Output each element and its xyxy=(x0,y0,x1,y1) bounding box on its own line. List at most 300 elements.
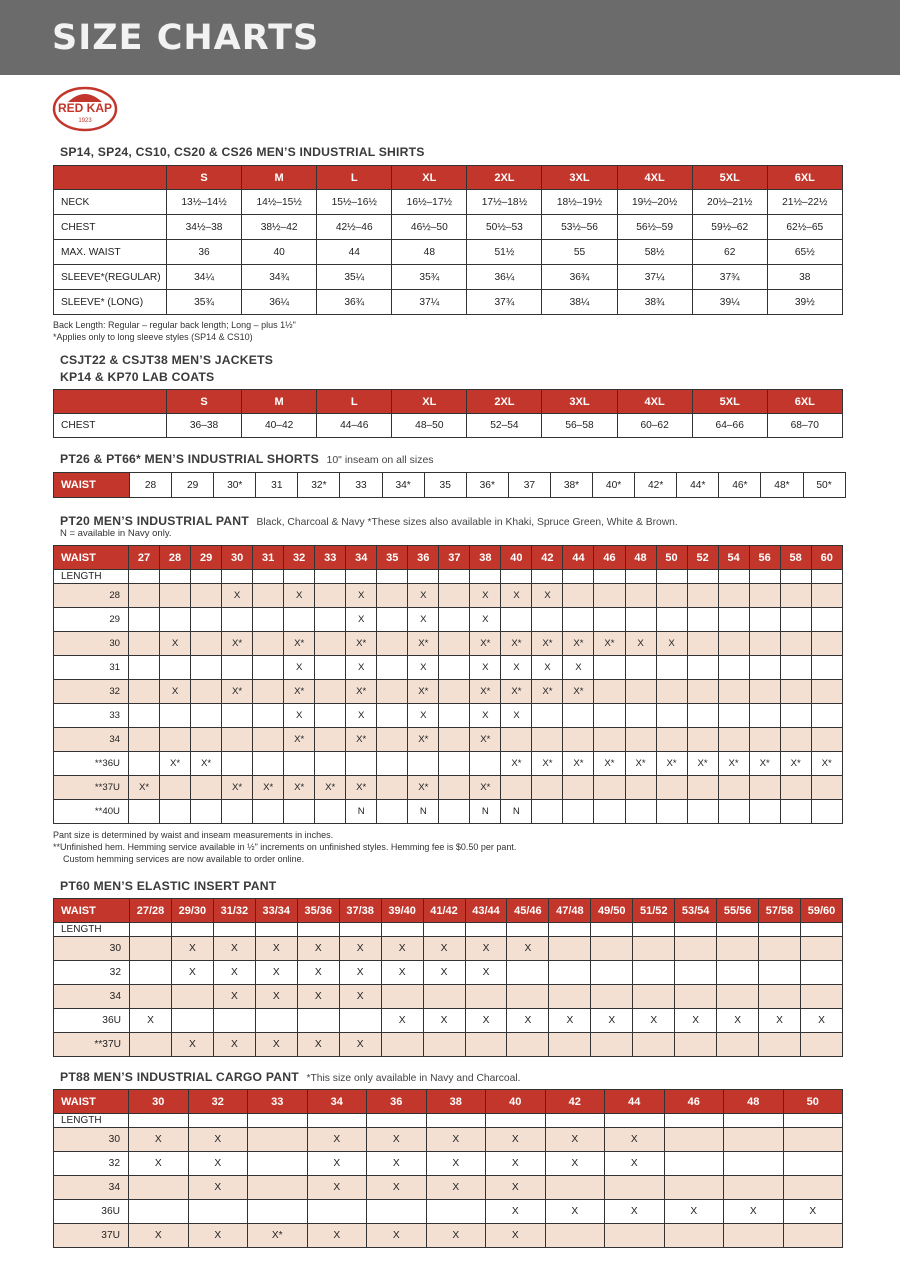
availability-cell: X xyxy=(130,1009,172,1033)
empty-cell xyxy=(307,1114,367,1128)
empty-cell xyxy=(248,1114,308,1128)
length-cell: **37U xyxy=(54,1033,130,1057)
availability-cell xyxy=(129,752,160,776)
availability-cell xyxy=(377,704,408,728)
availability-cell xyxy=(656,656,687,680)
availability-cell xyxy=(465,1033,507,1057)
waist-size-cell: 37 xyxy=(508,473,550,498)
waist-header-cell: 38 xyxy=(426,1090,486,1114)
availability-cell: X* xyxy=(222,776,253,800)
availability-cell xyxy=(253,704,284,728)
waist-header-cell: 40 xyxy=(486,1090,546,1114)
availability-cell xyxy=(377,728,408,752)
empty-cell xyxy=(339,923,381,937)
waist-header-cell: 33/34 xyxy=(255,899,297,923)
value-cell: 39½ xyxy=(767,290,842,315)
empty-cell xyxy=(749,570,780,584)
empty-cell xyxy=(171,923,213,937)
empty-cell xyxy=(633,923,675,937)
availability-cell xyxy=(811,776,842,800)
availability-cell xyxy=(625,776,656,800)
availability-cell xyxy=(439,752,470,776)
waist-size-cell: 35 xyxy=(424,473,466,498)
empty-cell xyxy=(426,1114,486,1128)
waist-header-cell: 42 xyxy=(545,1090,605,1114)
value-cell: 15½–16½ xyxy=(317,190,392,215)
availability-cell xyxy=(625,704,656,728)
size-header-cell: 3XL xyxy=(542,390,617,414)
availability-cell xyxy=(780,584,811,608)
length-label-row xyxy=(54,1114,843,1128)
availability-cell: X* xyxy=(315,776,346,800)
value-cell: 38¾ xyxy=(617,290,692,315)
empty-cell xyxy=(346,570,377,584)
size-header-cell: 2XL xyxy=(467,390,542,414)
availability-cell xyxy=(346,752,377,776)
availability-cell xyxy=(160,608,191,632)
size-header-cell: M xyxy=(242,166,317,190)
shorts-heading xyxy=(60,452,434,466)
availability-cell xyxy=(129,728,160,752)
availability-cell xyxy=(718,632,749,656)
waist-header-cell: 47/48 xyxy=(549,899,591,923)
value-cell: 56½–59 xyxy=(617,215,692,240)
availability-cell xyxy=(633,985,675,1009)
availability-cell xyxy=(591,985,633,1009)
availability-cell: X xyxy=(339,1033,381,1057)
availability-cell xyxy=(248,1176,308,1200)
availability-cell: X* xyxy=(284,728,315,752)
availability-cell xyxy=(377,608,408,632)
availability-cell xyxy=(213,1009,255,1033)
availability-cell xyxy=(687,800,718,824)
waist-header-cell: 56 xyxy=(749,546,780,570)
value-cell: 36 xyxy=(167,240,242,265)
pt20-note-1: Pant size is determined by waist and inseam measurements in inches. xyxy=(53,830,334,840)
table-row xyxy=(54,752,843,776)
availability-cell xyxy=(222,752,253,776)
availability-cell: X* xyxy=(470,776,501,800)
pt60-size-table xyxy=(53,898,843,1057)
length-cell: **40U xyxy=(54,800,129,824)
availability-cell: X xyxy=(297,937,339,961)
value-cell: 44–46 xyxy=(317,414,392,438)
value-cell: 50½–53 xyxy=(467,215,542,240)
size-header-cell: XL xyxy=(392,166,467,190)
waist-header-cell: 36 xyxy=(408,546,439,570)
availability-cell xyxy=(811,800,842,824)
availability-cell xyxy=(381,1033,423,1057)
length-cell: **37U xyxy=(54,776,129,800)
empty-cell xyxy=(377,570,408,584)
availability-cell xyxy=(633,937,675,961)
availability-cell xyxy=(253,680,284,704)
availability-cell xyxy=(749,776,780,800)
availability-cell xyxy=(664,1176,724,1200)
availability-cell xyxy=(783,1128,843,1152)
availability-cell xyxy=(656,608,687,632)
availability-cell xyxy=(749,608,780,632)
row-label-cell: MAX. WAIST xyxy=(54,240,167,265)
table-row xyxy=(54,961,843,985)
availability-cell: X* xyxy=(284,632,315,656)
availability-cell: X* xyxy=(160,752,191,776)
size-header-cell: 4XL xyxy=(617,166,692,190)
availability-cell xyxy=(171,1009,213,1033)
empty-cell xyxy=(253,570,284,584)
empty-cell xyxy=(222,570,253,584)
availability-cell: X xyxy=(367,1224,427,1248)
value-cell: 37¾ xyxy=(692,265,767,290)
waist-header-cell: 49/50 xyxy=(591,899,633,923)
availability-cell: X xyxy=(501,704,532,728)
waist-size-cell: 34* xyxy=(382,473,424,498)
empty-cell xyxy=(724,1114,784,1128)
length-cell: 29 xyxy=(54,608,129,632)
empty-cell xyxy=(718,570,749,584)
empty-cell xyxy=(783,1114,843,1128)
availability-cell: X xyxy=(465,937,507,961)
availability-cell: X xyxy=(759,1009,801,1033)
availability-cell: X xyxy=(346,656,377,680)
availability-cell: X* xyxy=(563,680,594,704)
availability-cell: X xyxy=(724,1200,784,1224)
availability-cell: X xyxy=(426,1152,486,1176)
availability-cell xyxy=(801,937,843,961)
availability-cell xyxy=(563,704,594,728)
availability-cell xyxy=(656,680,687,704)
availability-cell: X xyxy=(664,1200,724,1224)
availability-cell xyxy=(284,752,315,776)
availability-cell: X* xyxy=(470,632,501,656)
availability-cell xyxy=(160,776,191,800)
availability-cell: X* xyxy=(532,680,563,704)
availability-cell: X xyxy=(423,1009,465,1033)
availability-cell xyxy=(563,608,594,632)
value-cell: 52–54 xyxy=(467,414,542,438)
availability-cell xyxy=(625,728,656,752)
availability-cell xyxy=(465,985,507,1009)
value-cell: 60–62 xyxy=(617,414,692,438)
availability-cell xyxy=(377,656,408,680)
availability-cell: X* xyxy=(470,728,501,752)
empty-cell xyxy=(605,1114,665,1128)
availability-cell xyxy=(687,728,718,752)
table-row xyxy=(54,800,843,824)
availability-cell xyxy=(339,1009,381,1033)
availability-cell: X* xyxy=(501,752,532,776)
availability-cell: N xyxy=(470,800,501,824)
availability-cell: X xyxy=(486,1152,546,1176)
empty-cell xyxy=(315,570,346,584)
availability-cell: X xyxy=(486,1200,546,1224)
value-cell: 56–58 xyxy=(542,414,617,438)
availability-cell: X xyxy=(501,584,532,608)
empty-cell xyxy=(811,570,842,584)
availability-cell xyxy=(253,632,284,656)
availability-cell: N xyxy=(346,800,377,824)
empty-cell xyxy=(297,923,339,937)
waist-header-cell: 52 xyxy=(687,546,718,570)
empty-cell xyxy=(675,923,717,937)
availability-cell xyxy=(253,656,284,680)
waist-size-cell: 29 xyxy=(172,473,214,498)
logo-brand: RED KAP xyxy=(57,101,113,115)
waist-size-cell: 36* xyxy=(466,473,508,498)
availability-cell xyxy=(664,1128,724,1152)
availability-cell xyxy=(675,961,717,985)
availability-cell: X xyxy=(563,656,594,680)
availability-cell xyxy=(718,608,749,632)
availability-cell xyxy=(563,800,594,824)
availability-cell xyxy=(222,656,253,680)
length-cell: 30 xyxy=(54,937,130,961)
waist-header-cell: 46 xyxy=(664,1090,724,1114)
availability-cell xyxy=(718,656,749,680)
availability-cell xyxy=(315,728,346,752)
availability-cell xyxy=(718,680,749,704)
empty-cell xyxy=(423,923,465,937)
availability-cell xyxy=(625,680,656,704)
value-cell: 39¼ xyxy=(692,290,767,315)
availability-cell: X xyxy=(381,1009,423,1033)
availability-cell xyxy=(633,961,675,985)
shorts-row xyxy=(54,473,846,498)
value-cell: 40 xyxy=(242,240,317,265)
value-cell: 36¼ xyxy=(242,290,317,315)
availability-cell xyxy=(315,632,346,656)
availability-cell: X xyxy=(423,937,465,961)
availability-cell xyxy=(501,776,532,800)
availability-cell: X xyxy=(625,632,656,656)
value-cell: 13½–14½ xyxy=(167,190,242,215)
value-cell: 19½–20½ xyxy=(617,190,692,215)
length-cell: 36U xyxy=(54,1200,129,1224)
availability-cell: X xyxy=(171,937,213,961)
empty-cell xyxy=(664,1114,724,1128)
availability-cell xyxy=(811,680,842,704)
availability-cell xyxy=(255,1009,297,1033)
value-cell: 35¾ xyxy=(167,290,242,315)
availability-cell xyxy=(811,656,842,680)
availability-cell xyxy=(191,608,222,632)
value-cell: 35¾ xyxy=(392,265,467,290)
table-row xyxy=(54,1033,843,1057)
waist-header-cell: 50 xyxy=(783,1090,843,1114)
empty-cell xyxy=(549,923,591,937)
availability-cell xyxy=(717,961,759,985)
availability-cell xyxy=(171,985,213,1009)
row-label-cell: SLEEVE* (LONG) xyxy=(54,290,167,315)
availability-cell: X xyxy=(605,1152,665,1176)
availability-cell xyxy=(749,632,780,656)
availability-cell xyxy=(759,985,801,1009)
availability-cell xyxy=(594,728,625,752)
length-label-cell: LENGTH xyxy=(54,570,129,584)
availability-cell xyxy=(811,608,842,632)
empty-cell xyxy=(255,923,297,937)
value-cell: 14½–15½ xyxy=(242,190,317,215)
availability-cell: X* xyxy=(248,1224,308,1248)
availability-cell xyxy=(811,728,842,752)
availability-cell: X xyxy=(486,1224,546,1248)
empty-cell xyxy=(470,570,501,584)
availability-cell: X xyxy=(470,584,501,608)
availability-cell: X xyxy=(367,1176,427,1200)
waist-header-cell: 44 xyxy=(605,1090,665,1114)
availability-cell: X xyxy=(426,1224,486,1248)
availability-cell: X* xyxy=(470,680,501,704)
availability-cell xyxy=(130,961,172,985)
availability-cell: X* xyxy=(625,752,656,776)
availability-cell: X xyxy=(213,985,255,1009)
table-row xyxy=(54,632,843,656)
size-header-cell: 6XL xyxy=(767,166,842,190)
availability-cell xyxy=(594,680,625,704)
value-cell: 51½ xyxy=(467,240,542,265)
availability-cell xyxy=(780,608,811,632)
availability-cell xyxy=(381,985,423,1009)
empty-cell xyxy=(591,923,633,937)
availability-cell xyxy=(811,632,842,656)
availability-cell: X* xyxy=(687,752,718,776)
value-cell: 42½–46 xyxy=(317,215,392,240)
availability-cell xyxy=(253,800,284,824)
header-blank-cell xyxy=(54,166,167,190)
availability-cell xyxy=(130,1033,172,1057)
size-header-cell: 2XL xyxy=(467,166,542,190)
availability-cell: X xyxy=(213,937,255,961)
availability-cell: X xyxy=(470,656,501,680)
length-cell: 31 xyxy=(54,656,129,680)
availability-cell xyxy=(191,776,222,800)
availability-cell: X xyxy=(591,1009,633,1033)
size-header-cell: L xyxy=(317,166,392,190)
availability-cell xyxy=(248,1128,308,1152)
value-cell: 36–38 xyxy=(167,414,242,438)
waist-header-cell: 35/36 xyxy=(297,899,339,923)
availability-cell: X* xyxy=(563,752,594,776)
availability-cell: X xyxy=(367,1152,427,1176)
availability-cell xyxy=(439,680,470,704)
availability-cell xyxy=(160,584,191,608)
availability-cell: X* xyxy=(532,752,563,776)
availability-cell xyxy=(191,656,222,680)
availability-cell xyxy=(664,1224,724,1248)
availability-cell xyxy=(749,728,780,752)
length-cell: 32 xyxy=(54,1152,129,1176)
availability-cell: X xyxy=(213,961,255,985)
availability-cell xyxy=(687,584,718,608)
availability-cell xyxy=(129,584,160,608)
value-cell: 34¼ xyxy=(167,265,242,290)
value-cell: 44 xyxy=(317,240,392,265)
empty-cell xyxy=(656,570,687,584)
availability-cell: X xyxy=(297,985,339,1009)
waist-header-cell: 34 xyxy=(307,1090,367,1114)
availability-cell xyxy=(315,608,346,632)
availability-cell: X* xyxy=(501,680,532,704)
availability-cell xyxy=(625,584,656,608)
waist-header-cell: 30 xyxy=(222,546,253,570)
pt88-subheading: *This size only available in Navy and Charcoal. xyxy=(306,1073,521,1084)
availability-cell: X xyxy=(339,985,381,1009)
availability-cell: X xyxy=(408,584,439,608)
availability-cell: X* xyxy=(656,752,687,776)
availability-cell: X xyxy=(465,961,507,985)
value-cell: 59½–62 xyxy=(692,215,767,240)
availability-cell: X xyxy=(549,1009,591,1033)
page-title: SIZE CHARTS xyxy=(52,18,320,58)
availability-cell xyxy=(724,1176,784,1200)
availability-cell xyxy=(759,937,801,961)
table-row xyxy=(54,265,843,290)
availability-cell xyxy=(811,704,842,728)
availability-cell: X* xyxy=(718,752,749,776)
waist-header-cell: 50 xyxy=(656,546,687,570)
empty-cell xyxy=(501,570,532,584)
availability-cell xyxy=(439,800,470,824)
pt60-heading: PT60 MEN’S ELASTIC INSERT PANT xyxy=(60,879,277,893)
waist-header-cell: 46 xyxy=(594,546,625,570)
empty-cell xyxy=(780,570,811,584)
shirts-note-1: Back Length: Regular – regular back length; Long – plus 1½" xyxy=(53,320,296,330)
availability-cell xyxy=(423,1033,465,1057)
availability-cell xyxy=(625,800,656,824)
availability-cell: X* xyxy=(749,752,780,776)
waist-size-cell: 46* xyxy=(719,473,761,498)
header-blank-cell xyxy=(54,390,167,414)
table-row xyxy=(54,290,843,315)
availability-cell: X xyxy=(501,656,532,680)
availability-cell xyxy=(307,1200,367,1224)
waist-header-cell: 43/44 xyxy=(465,899,507,923)
row-label-cell: CHEST xyxy=(54,215,167,240)
waist-header-cell: 58 xyxy=(780,546,811,570)
availability-cell xyxy=(532,728,563,752)
table-row xyxy=(54,937,843,961)
availability-cell: X xyxy=(545,1152,605,1176)
table-row xyxy=(54,1176,843,1200)
availability-cell xyxy=(687,776,718,800)
length-cell: 34 xyxy=(54,728,129,752)
value-cell: 48–50 xyxy=(392,414,467,438)
availability-cell: X xyxy=(284,656,315,680)
empty-cell xyxy=(717,923,759,937)
availability-cell xyxy=(783,1176,843,1200)
length-cell: 30 xyxy=(54,1128,129,1152)
waist-header-cell: 32 xyxy=(284,546,315,570)
availability-cell xyxy=(717,937,759,961)
availability-cell xyxy=(532,776,563,800)
availability-cell xyxy=(248,1200,308,1224)
availability-cell xyxy=(801,1033,843,1057)
availability-cell: X xyxy=(426,1176,486,1200)
table-row xyxy=(54,1200,843,1224)
row-label-cell: SLEEVE*(REGULAR) xyxy=(54,265,167,290)
value-cell: 65½ xyxy=(767,240,842,265)
availability-cell xyxy=(801,985,843,1009)
jackets-heading-2: KP14 & KP70 LAB COATS xyxy=(60,370,215,384)
availability-cell xyxy=(129,656,160,680)
availability-cell: X xyxy=(188,1224,248,1248)
waist-header-cell: 34 xyxy=(346,546,377,570)
availability-cell xyxy=(664,1152,724,1176)
empty-cell xyxy=(408,570,439,584)
value-cell: 36¼ xyxy=(467,265,542,290)
waist-header-cell: 32 xyxy=(188,1090,248,1114)
length-cell: 34 xyxy=(54,1176,129,1200)
